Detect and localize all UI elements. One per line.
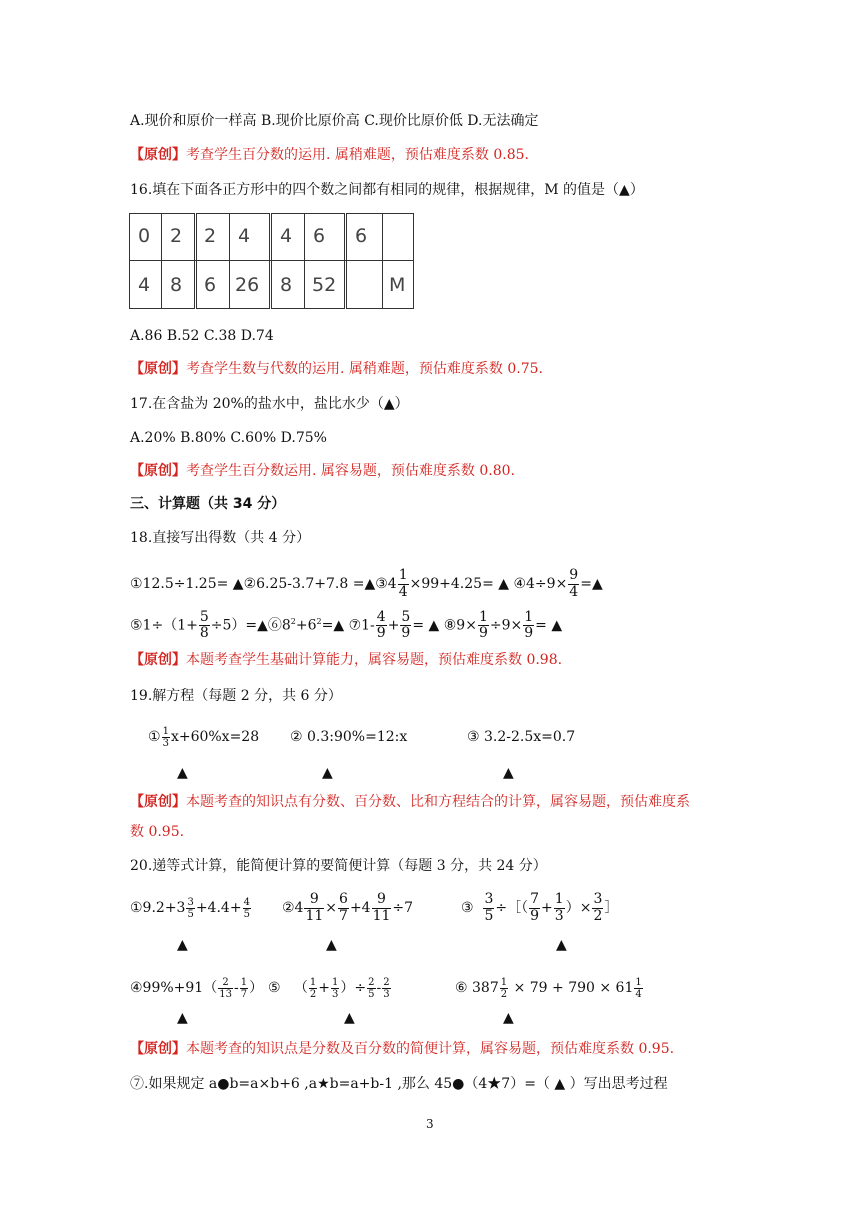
q19-note-line1	[130, 792, 690, 812]
q18-stem: 18.直接写出得数（共 4 分）	[130, 530, 311, 546]
q16-note	[130, 359, 543, 379]
note-text: 本题考查学生基础计算能力，属容易题，预估难度系数 0.98.	[186, 652, 563, 668]
q19-note-line2: 数 0.95.	[130, 824, 185, 840]
answer-triangle: ▲	[322, 765, 333, 781]
expr: = ▲	[535, 617, 563, 634]
q15-options: A.现价和原价一样高 B.现价比原价高 C.现价比原价低 D.无法确定	[130, 113, 539, 129]
note-text: 本题考查的知识点是分数及百分数的简便计算，属容易题，预估难度系数 0.95.	[186, 1041, 675, 1057]
q20-expr1: ①9.2+3 $\frac{3}{5}$ +4.4+ $\frac{4}{5}$	[130, 896, 250, 920]
expr: =▲	[580, 576, 603, 592]
answer-triangle: ▲	[344, 1010, 355, 1026]
q17-note	[130, 461, 515, 481]
cell: 4	[138, 274, 151, 296]
expr: ①12.5÷1.25= ▲②6.25-3.7+7.8 =▲③4	[130, 576, 397, 592]
page-number: 3	[426, 1117, 434, 1131]
expr: = ▲ ⑧9×	[412, 617, 477, 634]
fraction: $\frac{1}{9}$	[478, 608, 488, 642]
cell: 6	[355, 225, 368, 247]
cell: 4	[238, 225, 251, 247]
cell-m: M	[389, 274, 406, 296]
fraction: $\frac{1}{4}$	[398, 567, 408, 600]
cell: 2	[204, 225, 217, 247]
expr: +6	[295, 617, 317, 634]
note-text: 考查学生百分数运用. 属容易题，预估难度系数 0.80.	[186, 463, 515, 479]
cell: 4	[280, 225, 293, 247]
note-tag: 【原创】	[130, 652, 186, 668]
cell: 52	[312, 274, 337, 296]
expr: =▲ ⑦1-	[321, 617, 375, 634]
expr: ×99+4.25= ▲ ④4÷9×	[409, 576, 568, 592]
note-tag: 【原创】	[130, 794, 186, 810]
fraction: $\frac{9}{4}$	[569, 567, 579, 600]
q18-line2	[130, 602, 562, 642]
expr: +	[387, 617, 400, 634]
cell: 26	[235, 274, 260, 296]
q20-7: ⑦.如果规定 a●b=a×b+6 ,a★b=a+b-1 ,那么 45●（4★7）=（ ▲ ）写出思考过程	[130, 1076, 668, 1092]
fraction: $\frac{1}{9}$	[524, 608, 534, 642]
q20-stem: 20.递等式计算，能简便计算的要简便计算（每题 3 分，共 24 分）	[130, 858, 547, 874]
q20-expr5: ⑤ （ $\frac{1}{2}$ + $\frac{1}{3}$ ）÷ $\frac{2}{5}$ - $\frac{2}{3}$	[268, 976, 390, 1000]
note-tag: 【原创】	[130, 361, 186, 377]
note-tag: 【原创】	[130, 1041, 186, 1057]
exponent: 2	[290, 617, 296, 626]
answer-triangle: ▲	[503, 1010, 514, 1026]
section-heading: 三、计算题（共 34 分）	[130, 496, 286, 512]
q20-expr6: ⑥ 387 $\frac{1}{2}$ × 79 + 790 × 61 $\frac{1}{4}$	[455, 976, 642, 1000]
answer-triangle: ▲	[177, 765, 188, 781]
answer-triangle: ▲	[326, 937, 337, 953]
q20-expr3: ③ $\frac{3}{5}$ ÷［（ $\frac{7}{9}$ + $\frac{1}{3}$ ）× $\frac{3}{2}$ ］	[461, 891, 619, 924]
q15-note	[130, 145, 529, 165]
q17-stem: 17.在含盐为 20%的盐水中，盐比水少（▲）	[130, 396, 409, 412]
q19-stem: 19.解方程（每题 2 分，共 6 分）	[130, 688, 342, 704]
q18-line1	[130, 564, 603, 604]
q16-stem: 16.填在下面各正方形中的四个数之间都有相同的规律，根据规律，M 的值是（▲）	[130, 182, 644, 198]
note-text: 考查学生数与代数的运用. 属稍难题，预估难度系数 0.75.	[186, 361, 543, 377]
q16-options: A.86 B.52 C.38 D.74	[130, 328, 274, 344]
q19-eq2: ② 0.3:90%=12:x	[290, 729, 408, 745]
fraction: $\frac{4}{9}$	[376, 608, 386, 642]
cell: 2	[170, 225, 183, 247]
note-tag: 【原创】	[130, 463, 186, 479]
cell: 6	[313, 225, 326, 247]
cell: 0	[138, 225, 151, 247]
q20-note	[130, 1039, 674, 1059]
q18-note	[130, 650, 562, 670]
q20-expr2: ②4 $\frac{9}{11}$ × $\frac{6}{7}$ +4 $\frac{9}{11}$ ÷7	[282, 891, 414, 924]
cell: 8	[280, 274, 293, 296]
q20-expr4: ④99%+91（ $\frac{2}{13}$ - $\frac{1}{7}$ ）	[130, 976, 264, 1000]
cell: 8	[170, 274, 183, 296]
fraction: $\frac{5}{9}$	[401, 608, 411, 642]
q19-eq3: ③ 3.2-2.5x=0.7	[467, 729, 576, 745]
fraction: $\frac{5}{8}$	[199, 608, 209, 642]
expr: ÷9×	[489, 617, 523, 634]
answer-triangle: ▲	[556, 937, 567, 953]
note-tag: 【原创】	[130, 147, 186, 163]
q17-options: A.20% B.80% C.60% D.75%	[130, 430, 327, 446]
expr: ÷5）=▲⑥8	[210, 617, 291, 634]
note-text: 本题考查的知识点有分数、百分数、比和方程结合的计算，属容易题，预估难度系	[186, 794, 690, 810]
answer-triangle: ▲	[177, 1010, 188, 1026]
cell: 6	[204, 274, 217, 296]
answer-triangle: ▲	[503, 765, 514, 781]
exponent: 2	[316, 617, 322, 626]
note-text: 考查学生百分数的运用. 属稍难题，预估难度系数 0.85.	[186, 147, 529, 163]
expr: ⑤1÷（1+	[130, 617, 198, 634]
answer-triangle: ▲	[177, 937, 188, 953]
q19-eq1: ① $\frac{1}{3}$ x+60%x=28	[148, 725, 260, 749]
